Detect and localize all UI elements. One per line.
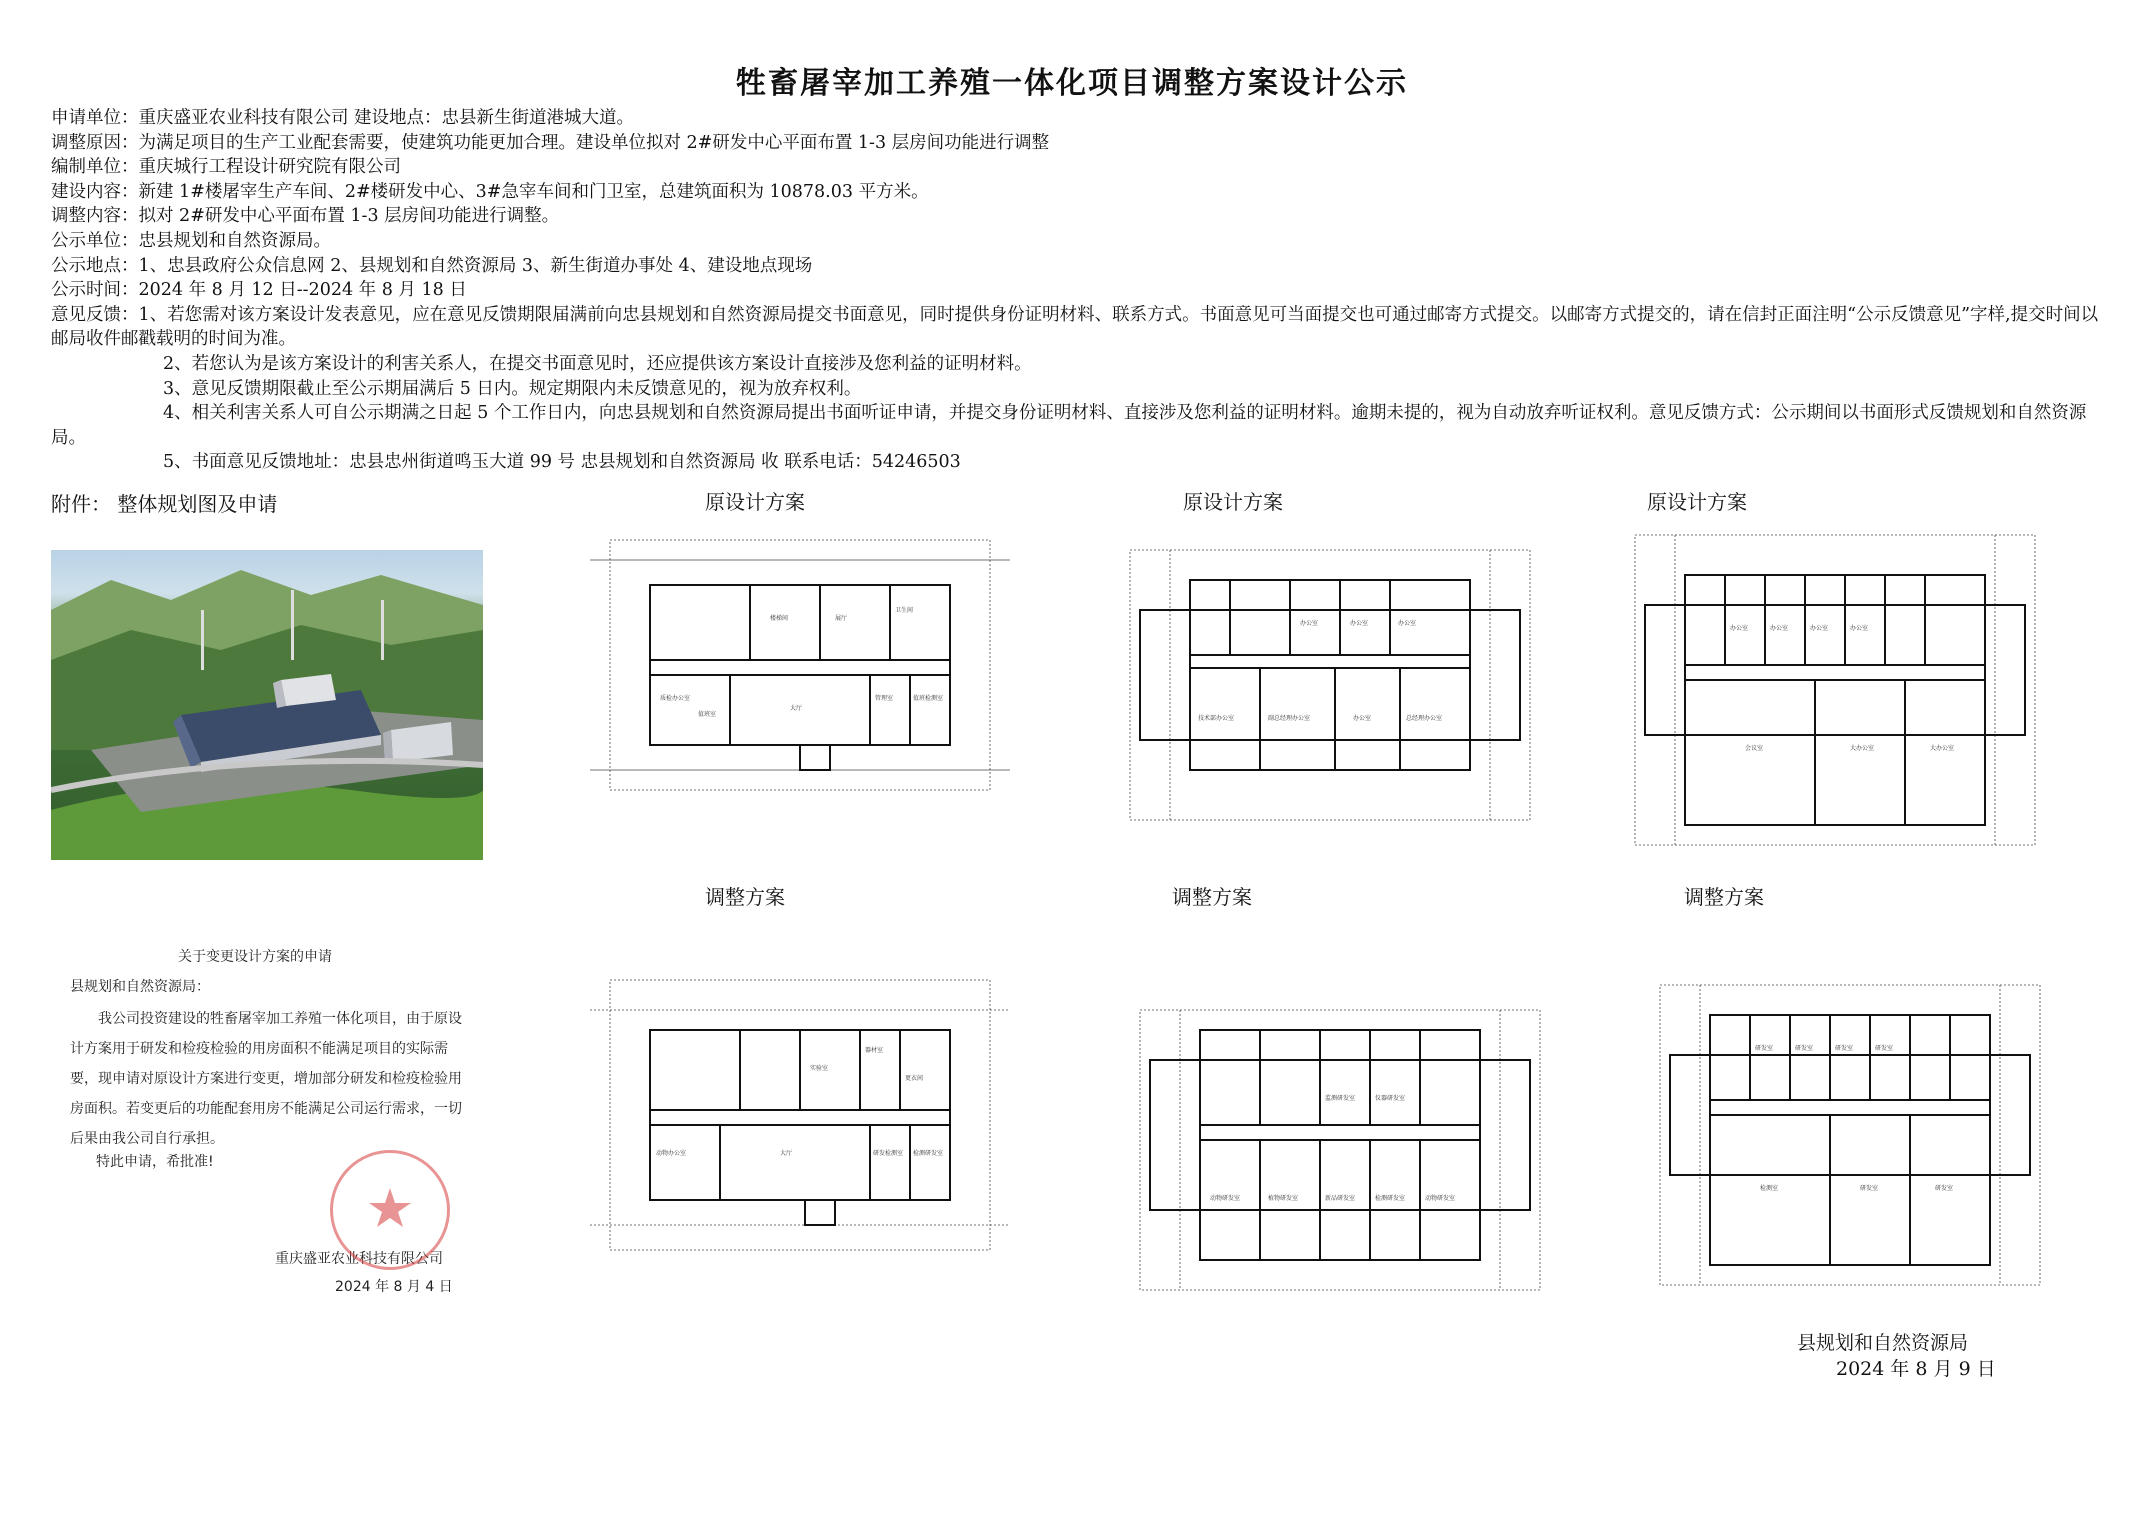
- plan-room-label: 实验室: [810, 1065, 829, 1072]
- plan-room-label: 研发室: [1860, 1185, 1879, 1192]
- plan-room-label: 技术部办公室: [1198, 715, 1235, 722]
- designer-line: 编制单位：重庆城行工程设计研究院有限公司: [51, 157, 401, 178]
- plan-room-label: 副总经理办公室: [1268, 715, 1311, 722]
- plan-room-label: 器材室: [865, 1047, 884, 1054]
- feedback-3: 3、意见反馈期限截止至公示期届满后 5 日内。规定期限内未反馈意见的，视为放弃权利。: [163, 378, 862, 399]
- plan-room-label: 办公室: [1300, 620, 1319, 627]
- plan-room-label: 楼梯间: [770, 615, 789, 622]
- plan-room-label: 检测室: [1760, 1185, 1779, 1192]
- letter-date: 2024 年 8 月 4 日: [335, 1279, 453, 1295]
- time-line: 公示时间：2024 年 8 月 12 日--2024 年 8 月 18 日: [51, 280, 467, 301]
- plan-room-label: 卫生间: [895, 607, 914, 614]
- caption-adjusted-3: 调整方案: [1684, 885, 1764, 909]
- plan-room-label: 办公室: [1350, 620, 1369, 627]
- plan-room-label: 研发室: [1755, 1045, 1774, 1052]
- letter-body: 我公司投资建设的牲畜屠宰加工养殖一体化项目，由于原设计方案用于研发和检疫检验的用房面积不能满足项目的实际需要，现申请对原设计方案进行变更，增加部分研发和检疫检验用房面积。若变更后的功能配套用房不能满足公司运行需求，一切后果由我公司自行承担。: [70, 1011, 462, 1147]
- issuer-name: 县规划和自然资源局: [1797, 1332, 1969, 1354]
- feedback-1: 意见反馈：1、若您需对该方案设计发表意见，应在意见反馈期限届满前向忠县规划和自然资源局提交书面意见，同时提供身份证明材料、联系方式。书面意见可当面提交也可通过邮寄方式提交。以邮寄方式提交的，请在信封正面注明“公示反馈意见”字样,提交时间以邮局收件邮戳载明的时间为准。: [51, 304, 2099, 350]
- caption-original-3: 原设计方案: [1647, 490, 1747, 514]
- place-line: 公示地点：1、忠县政府公众信息网 2、县规划和自然资源局 3、新生街道办事处 4、建设地点现场: [51, 255, 813, 276]
- original-plan-floor-3: [1615, 525, 2055, 860]
- plan-room-label: 仪器研发室: [1375, 1095, 1406, 1102]
- notice-text: [51, 106, 2101, 475]
- letter-company: 重庆盛亚农业科技有限公司: [275, 1251, 443, 1267]
- floor-plan-drawing: [1615, 525, 2055, 860]
- page-title: 牲畜屠宰加工养殖一体化项目调整方案设计公示: [736, 66, 1408, 101]
- floor-plan-drawing: [1110, 540, 1550, 840]
- plan-room-label: 管理室: [875, 695, 894, 702]
- plan-room-label: 值班室: [698, 711, 717, 718]
- feedback-2: 2、若您认为是该方案设计的利害关系人，在提交书面意见时，还应提供该方案设计直接涉及您利益的证明材料。: [163, 353, 1032, 374]
- adjust-line: 调整内容：拟对 2#研发中心平面布置 1-3 层房间功能进行调整。: [51, 206, 560, 227]
- plan-room-label: 动物研发室: [1210, 1195, 1241, 1202]
- letter-plea: 特此申请，希批准!: [96, 1154, 214, 1170]
- plan-room-label: 新品研发室: [1325, 1195, 1356, 1202]
- floor-plan-drawing: [1640, 975, 2060, 1300]
- caption-original-1: 原设计方案: [705, 490, 805, 514]
- plan-room-label: 监测研发室: [1325, 1095, 1356, 1102]
- feedback-4: 4、相关利害关系人可自公示期满之日起 5 个工作日内，向忠县规划和自然资源局提出书面听证申请，并提交身份证明材料、直接涉及您利益的证明材料。逾期未提的，视为自动放弃听证权利。意见反馈方式：公示期间以书面形式反馈规划和自然资源局。: [51, 403, 2087, 448]
- floor-plan-drawing: [570, 520, 1030, 810]
- company-seal-stamp: [330, 1150, 450, 1270]
- plan-room-label: 研发室: [1875, 1045, 1894, 1052]
- plan-room-label: 办公室: [1770, 625, 1789, 632]
- plan-room-label: 会议室: [1745, 745, 1764, 752]
- rendering-illustration: [51, 550, 483, 860]
- reason-line: 调整原因：为满足项目的生产工业配套需要，使建筑功能更加合理。建设单位拟对 2#研发中心平面布置 1-3 层房间功能进行调整: [51, 132, 1050, 153]
- caption-adjusted-1: 调整方案: [705, 885, 785, 909]
- plan-room-label: 大厅: [780, 1150, 793, 1157]
- applicant-line: 申请单位：重庆盛亚农业科技有限公司 建设地点：忠县新生街道港城大道。: [51, 108, 635, 128]
- letter-title: 关于变更设计方案的申请: [178, 949, 332, 965]
- project-rendering-image: [51, 550, 483, 860]
- plan-room-label: 大办公室: [1850, 745, 1875, 752]
- plan-room-label: 动物办公室: [656, 1150, 687, 1157]
- seal-star-icon: [333, 1153, 447, 1267]
- plan-room-label: 研发检测室: [873, 1150, 904, 1157]
- plan-room-label: 研发室: [1935, 1185, 1954, 1192]
- plan-room-label: 展厅: [835, 615, 848, 622]
- feedback-5: 5、书面意见反馈地址：忠县忠州街道鸣玉大道 99 号 忠县规划和自然资源局 收 联系电话：54246503: [163, 452, 961, 473]
- content-line: 建设内容：新建 1#楼屠宰生产车间、2#楼研发中心、3#急宰车间和门卫室，总建筑面积为 10878.03 平方米。: [51, 181, 929, 202]
- original-plan-floor-2: [1110, 540, 1550, 840]
- adjusted-plan-floor-1: [570, 970, 1030, 1265]
- plan-room-label: 办公室: [1730, 625, 1749, 632]
- plan-room-label: 质检办公室: [660, 695, 691, 702]
- plan-room-label: 大厅: [790, 705, 803, 712]
- adjusted-plan-floor-2: [1120, 1000, 1560, 1300]
- plan-room-label: 研发室: [1835, 1045, 1854, 1052]
- plan-room-label: 总经理办公室: [1406, 715, 1443, 722]
- plan-room-label: 研发室: [1795, 1045, 1814, 1052]
- issue-date: 2024 年 8 月 9 日: [1836, 1358, 1996, 1380]
- plan-room-label: 动物研发室: [1425, 1195, 1456, 1202]
- plan-room-label: 值班检测室: [913, 695, 944, 702]
- attachment-label: 附件： 整体规划图及申请: [51, 492, 278, 516]
- plan-room-label: 更衣间: [905, 1075, 924, 1082]
- plan-room-label: 检测研发室: [1375, 1195, 1406, 1202]
- plan-room-label: 办公室: [1398, 620, 1417, 627]
- adjusted-plan-floor-3: [1640, 975, 2060, 1300]
- floor-plan-drawing: [570, 970, 1030, 1265]
- floor-plan-drawing: [1120, 1000, 1560, 1300]
- unit-line: 公示单位：忠县规划和自然资源局。: [51, 230, 331, 251]
- caption-original-2: 原设计方案: [1183, 490, 1283, 514]
- plan-room-label: 植物研发室: [1268, 1195, 1299, 1202]
- plan-room-label: 办公室: [1353, 715, 1372, 722]
- plan-room-label: 办公室: [1850, 625, 1869, 632]
- plan-room-label: 办公室: [1810, 625, 1829, 632]
- plan-room-label: 检测研发室: [913, 1150, 944, 1157]
- original-plan-floor-1: [570, 520, 1030, 810]
- plan-room-label: 大办公室: [1930, 745, 1955, 752]
- caption-adjusted-2: 调整方案: [1172, 885, 1252, 909]
- letter-recipient: 县规划和自然资源局：: [70, 979, 210, 995]
